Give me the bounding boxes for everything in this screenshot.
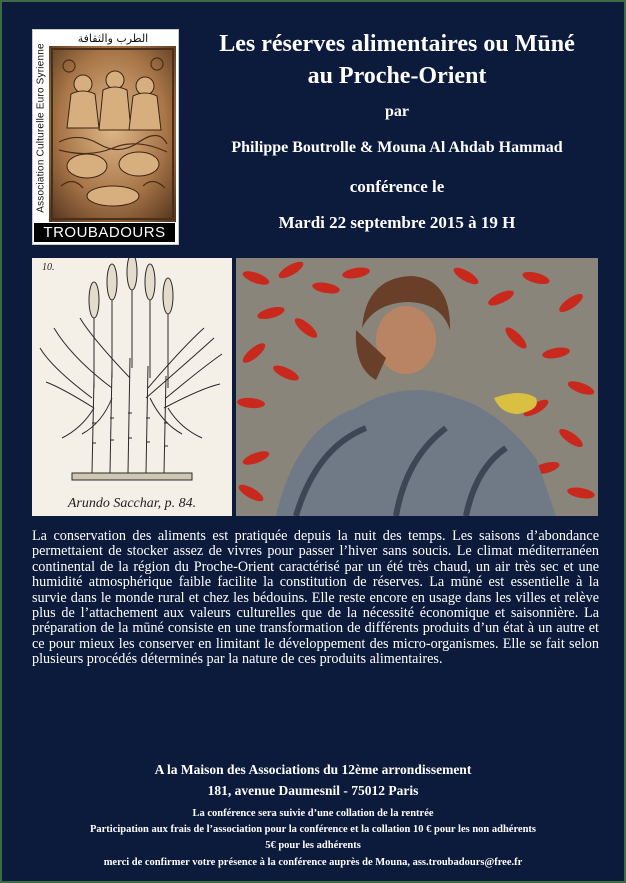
venue: A la Maison des Associations du 12ème arrondissement xyxy=(154,762,472,777)
logo-vertical-text xyxy=(34,34,47,222)
note-fees: Participation aux frais de l’association pour la conférence et la collation 10 € pour les non adhérents xyxy=(89,824,537,835)
logo-troubadours-label: TROUBADOURS xyxy=(34,223,175,242)
woman-drying-peppers-photo xyxy=(236,258,598,516)
conference-label: conférence le xyxy=(349,177,445,196)
photo-illustration xyxy=(236,258,598,516)
authors: Philippe Boutrolle & Mouna Al Ahdab Hammad xyxy=(231,139,563,156)
sugarcane-drawing xyxy=(32,258,232,488)
engraving-caption: Arundo Sacchar, p. 84. xyxy=(67,496,197,511)
logo-arabic-text: الطرب والثقافة xyxy=(77,32,149,45)
carved-ivory-panel-image xyxy=(49,46,176,222)
title-line-1: Les réserves alimentaires ou Mūné xyxy=(219,31,575,57)
event-date: Mardi 22 septembre 2015 à 19 H xyxy=(278,213,516,232)
note-contact: merci de confirmer votre présence à la conférence auprès de Mouna, ass.troubadours@free.fr xyxy=(103,857,523,868)
description-paragraph: La conservation des aliments est pratiquée depuis la nuit des temps. Les saisons d’abondance permettaient de stocker assez de vivres pour passer l’hiver sans soucis. Le climat méditerranéen continental de la région du Proche-Orient caractérisé par un été très chaud, un air très sec et une humidité atmosphérique faible facilite la constitution de réserves. La mūné est essentielle à la survie dans le monde rural et chez les bédouins. Elle reste encore en usage dans les villes et relève plus de l’attachement aux valeurs culturelles que de la nécessité économique et saisonnière. La préparation de la mūné consiste en une transformation de différents produits d’un état à un autre et ce pour mieux les conserver en limitant le développement des micro-organismes. Elle se fait selon plusieurs procédés déterminés par la nature de ces produits alimentaires. xyxy=(32,528,599,668)
plate-number: 10. xyxy=(42,262,55,273)
note-member-fee: 5€ pour les adhérents xyxy=(265,840,361,851)
title-line-2: au Proche-Orient xyxy=(307,63,487,89)
logo-association-name: Association Culturelle Euro Syrienne xyxy=(35,43,46,213)
by-label: par xyxy=(385,103,409,120)
sugarcane-engraving-image xyxy=(32,258,232,516)
page-title xyxy=(187,28,607,92)
note-collation: La conférence sera suivie d’une collation de la rentrée xyxy=(192,808,434,819)
address: 181, avenue Daumesnil - 75012 Paris xyxy=(207,783,419,798)
troubadours-logo xyxy=(32,29,179,245)
